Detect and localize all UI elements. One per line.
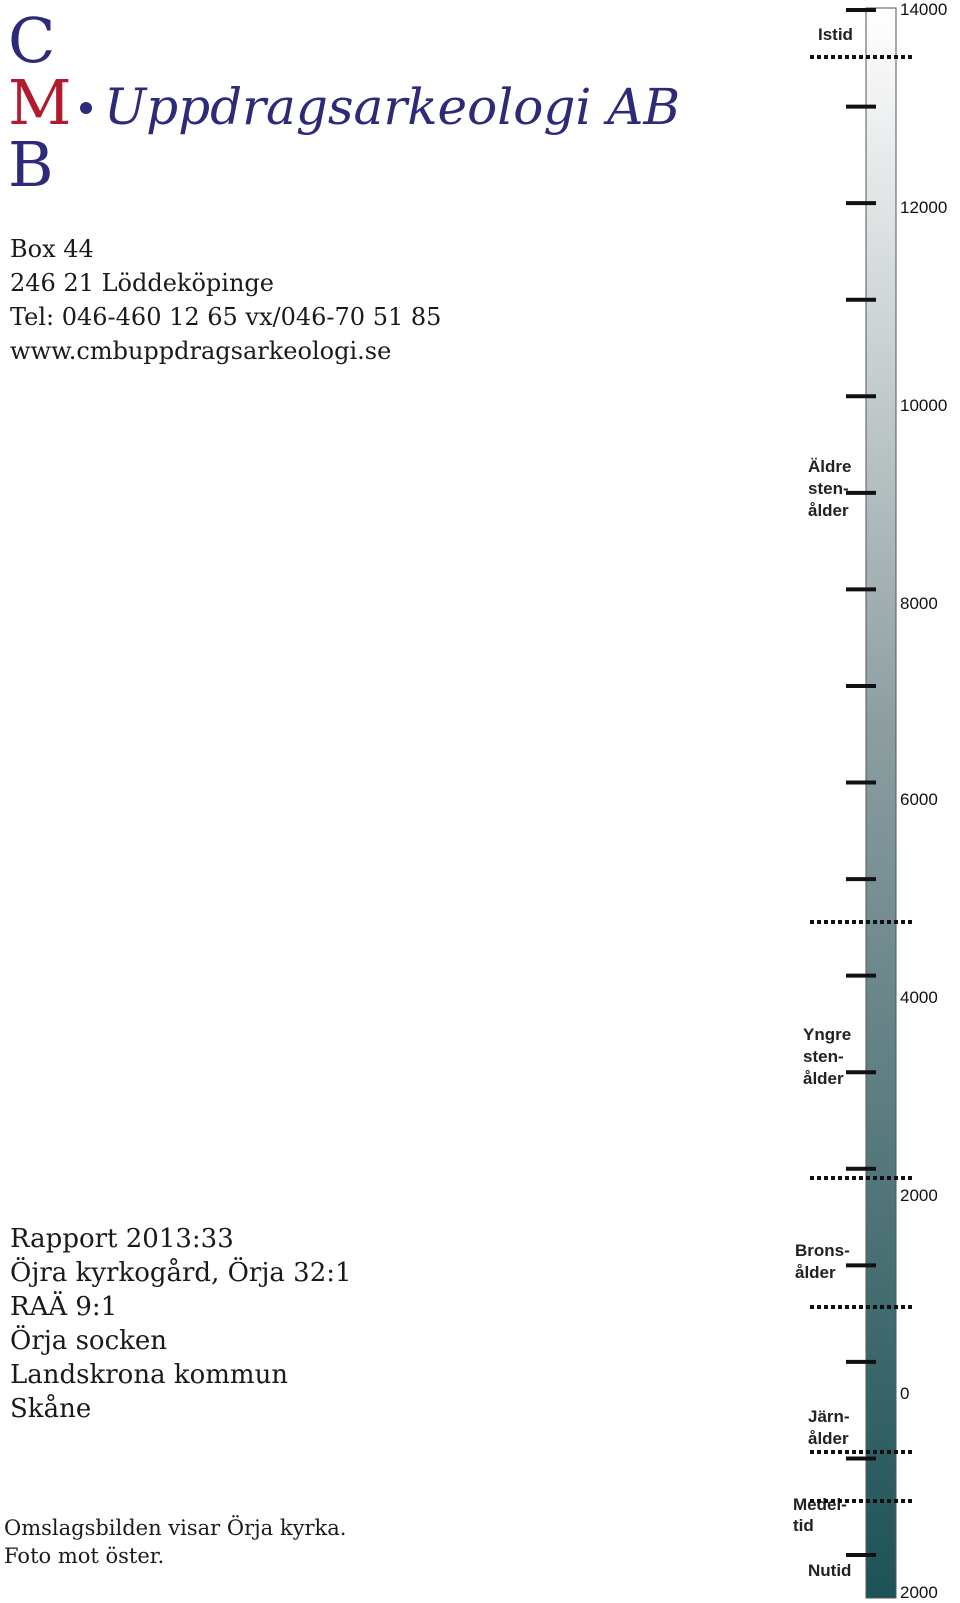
logo-letter-b: B (8, 128, 54, 201)
period-bronsalder: Brons- ålder (795, 1241, 850, 1282)
tick-label-2000-ad: 2000 (900, 1583, 938, 1602)
address-phone: Tel: 046-460 12 65 vx/046-70 51 85 (10, 303, 442, 331)
timeline-ticks (810, 10, 912, 1555)
tick-label-0: 0 (900, 1384, 910, 1403)
timeline-bar (866, 8, 896, 1598)
period-istid: Istid (818, 25, 853, 44)
address-box: Box 44 (10, 235, 94, 263)
caption-line-1: Omslagsbilden visar Örja kyrka. (4, 1516, 347, 1540)
tick-label-12000: 12000 (900, 198, 948, 217)
logo-letter-c: C (8, 4, 56, 77)
period-medeltid: Medel- tid (793, 1495, 847, 1535)
report-number: Rapport 2013:33 (10, 1224, 234, 1254)
tick-label-8000: 8000 (900, 594, 938, 613)
tick-label-6000: 6000 (900, 790, 938, 809)
address-website: www.cmbuppdragsarkeologi.se (10, 337, 392, 365)
address-postal: 246 21 Löddeköpinge (10, 269, 274, 297)
period-aldre-stenalder: Äldre sten- ålder (808, 457, 852, 520)
period-yngre-stenalder: Yngre sten- ålder (803, 1025, 852, 1088)
tick-label-14000: 14000 (900, 0, 948, 19)
report-parish: Örja socken (10, 1326, 168, 1356)
tick-label-10000: 10000 (900, 396, 948, 415)
logo-letter-m: M (8, 66, 72, 139)
period-jarnalder: Järn- ålder (808, 1407, 850, 1448)
report-site: Öjra kyrkogård, Örja 32:1 (10, 1258, 352, 1288)
report-province: Skåne (10, 1394, 92, 1424)
logo-company-name: Uppdragsarkeologi AB (104, 78, 681, 136)
tick-label-4000: 4000 (900, 988, 938, 1007)
report-raa: RAÄ 9:1 (10, 1292, 118, 1322)
report-municipality: Landskrona kommun (10, 1360, 289, 1390)
period-nutid: Nutid (808, 1561, 852, 1580)
tick-label-2000-bc: 2000 (900, 1186, 938, 1205)
caption-line-2: Foto mot öster. (4, 1544, 165, 1568)
